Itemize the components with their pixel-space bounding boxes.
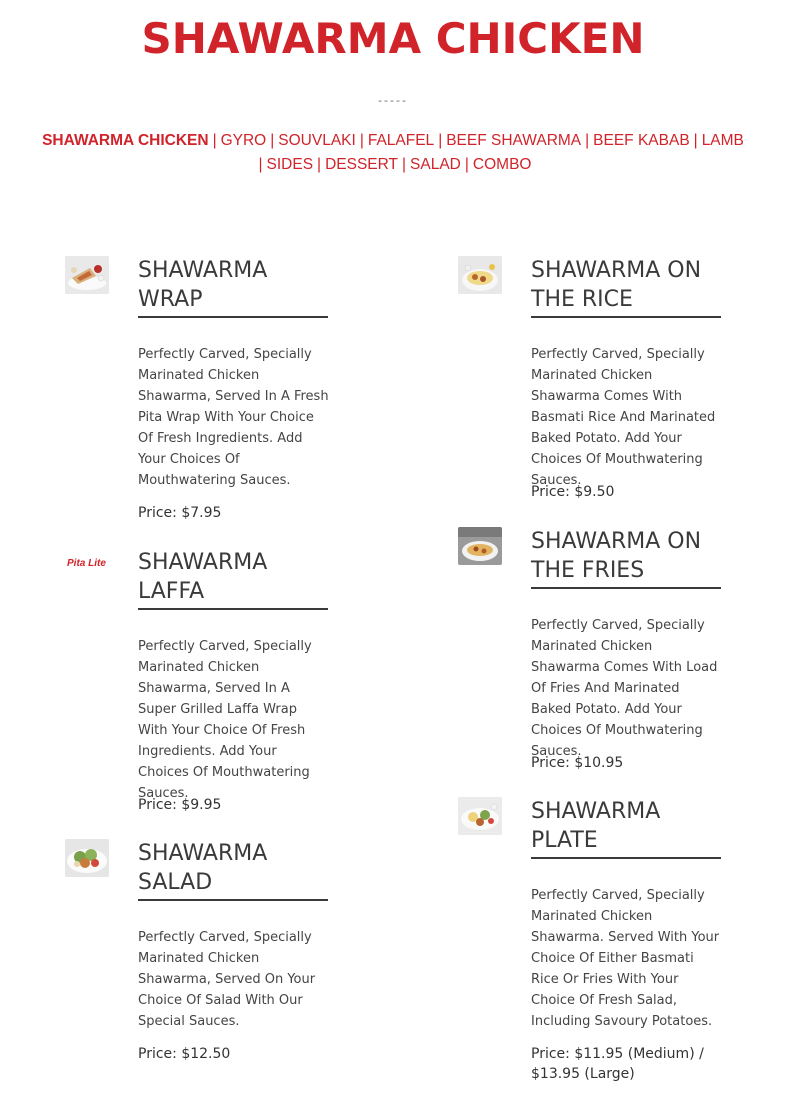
item-description: Perfectly Carved, Specially Marinated Chicken Shawarma Comes With Basmati Rice And Marinated Baked Potato. Add Your Choices Of Mouthwatering Sauces. (531, 347, 716, 488)
item-price: Price: $11.95 (Medium) / $13.95 (Large) (531, 1046, 704, 1082)
nav-separator: | (402, 156, 407, 173)
nav-separator: | (317, 156, 322, 173)
item-name: SHAWARMA LAFFA (138, 548, 328, 610)
nav-beef-kabab[interactable]: BEEF KABAB (593, 132, 690, 149)
item-description: Perfectly Carved, Specially Marinated Chicken Shawarma, Served In A Fresh Pita Wrap With Your Choice Of Fresh Ingredients. Add Your Choices Of Mouthwatering Sauces. (138, 347, 329, 488)
nav-separator: | (212, 132, 217, 149)
page-title: SHAWARMA CHICKEN (141, 14, 645, 63)
item-name: SHAWARMA PLATE (531, 797, 721, 859)
item-name: SHAWARMA ON THE RICE (531, 256, 721, 318)
nav-gyro[interactable]: GYRO (220, 132, 267, 149)
nav-separator: | (438, 132, 443, 149)
nav-souvlaki[interactable]: SOUVLAKI (278, 132, 356, 149)
item-price: Price: $9.95 (138, 797, 222, 813)
fries-photo (458, 527, 502, 565)
item-price: Price: $12.50 (138, 1046, 231, 1062)
nav-shawarma-chicken[interactable]: SHAWARMA CHICKEN (42, 132, 209, 149)
nav-beef-shawarma[interactable]: BEEF SHAWARMA (446, 132, 582, 149)
nav-sides[interactable]: SIDES (266, 156, 314, 173)
title-divider: ----- (378, 94, 408, 107)
item-name: SHAWARMA SALAD (138, 839, 328, 901)
nav-salad[interactable]: SALAD (410, 156, 461, 173)
nav-separator: | (359, 132, 364, 149)
nav-separator: | (270, 132, 275, 149)
item-price: Price: $7.95 (138, 505, 222, 521)
rice-photo (458, 256, 502, 294)
salad-photo (65, 839, 109, 877)
pita-lite-logo (65, 548, 109, 586)
nav-lamb[interactable]: LAMB (701, 132, 744, 149)
item-name: SHAWARMA WRAP (138, 256, 328, 318)
item-price: Price: $9.50 (531, 484, 615, 500)
item-name: SHAWARMA ON THE FRIES (531, 527, 721, 589)
nav-separator: | (585, 132, 590, 149)
pita-lite-logo-text: Pita Lite (67, 558, 106, 569)
nav-separator: | (258, 156, 263, 173)
nav-dessert[interactable]: DESSERT (325, 156, 399, 173)
item-description: Perfectly Carved, Specially Marinated Chicken Shawarma, Served On Your Choice Of Salad With Our Special Sauces. (138, 930, 316, 1029)
plate-photo (458, 797, 502, 835)
item-description: Perfectly Carved, Specially Marinated Chicken Shawarma Comes With Load Of Fries And Marinated Baked Potato. Add Your Choices Of Mouthwatering Sauces. (531, 618, 718, 759)
item-price: Price: $10.95 (531, 755, 624, 771)
wrap-photo (65, 256, 109, 294)
item-description: Perfectly Carved, Specially Marinated Chicken Shawarma, Served In A Super Grilled Laffa Wrap With Your Choice Of Fresh Ingredients. Add Your Choices Of Mouthwatering Sauces. (138, 639, 312, 801)
category-nav (40, 129, 746, 177)
nav-combo[interactable]: COMBO (472, 156, 532, 173)
item-description: Perfectly Carved, Specially Marinated Chicken Shawarma. Served With Your Choice Of Either Basmati Rice Or Fries With Your Choice Of Fresh Salad, Including Savoury Potatoes. (531, 888, 720, 1029)
nav-separator: | (464, 156, 469, 173)
nav-falafel[interactable]: FALAFEL (367, 132, 435, 149)
nav-separator: | (693, 132, 698, 149)
